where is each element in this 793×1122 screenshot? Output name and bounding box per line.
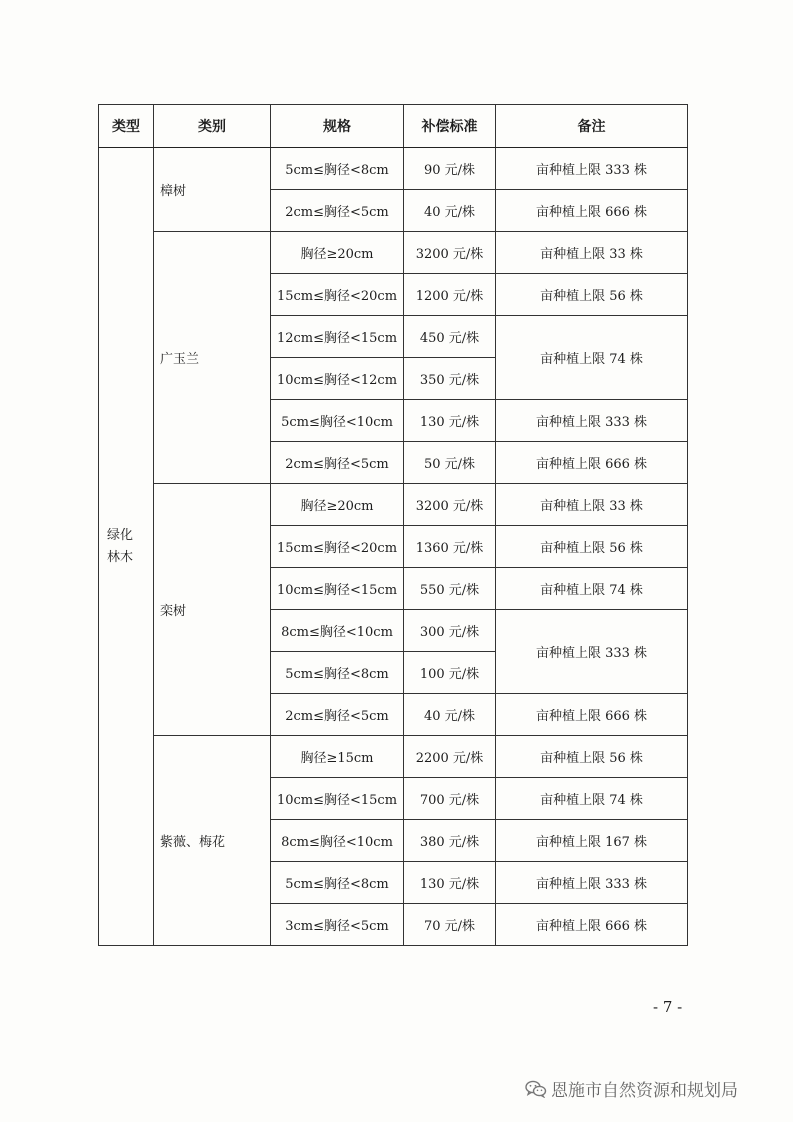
category-cell: 广玉兰 xyxy=(154,232,271,484)
spec-cell: 胸径≥20cm xyxy=(271,232,404,274)
spec-cell: 5cm≤胸径<8cm xyxy=(271,652,404,694)
header-price: 补偿标准 xyxy=(404,105,496,148)
price-cell: 50 元/株 xyxy=(404,442,496,484)
spec-cell: 5cm≤胸径<8cm xyxy=(271,148,404,190)
price-cell: 70 元/株 xyxy=(404,904,496,946)
spec-cell: 12cm≤胸径<15cm xyxy=(271,316,404,358)
type-cell: 绿化 林木 xyxy=(99,148,154,946)
note-cell: 亩种植上限 74 株 xyxy=(496,778,688,820)
wechat-icon xyxy=(525,1080,547,1098)
header-spec: 规格 xyxy=(271,105,404,148)
spec-cell: 15cm≤胸径<20cm xyxy=(271,274,404,316)
price-cell: 550 元/株 xyxy=(404,568,496,610)
header-category: 类别 xyxy=(154,105,271,148)
spec-cell: 5cm≤胸径<8cm xyxy=(271,862,404,904)
price-cell: 450 元/株 xyxy=(404,316,496,358)
note-cell: 亩种植上限 666 株 xyxy=(496,904,688,946)
note-cell: 亩种植上限 333 株 xyxy=(496,148,688,190)
header-type: 类型 xyxy=(99,105,154,148)
price-cell: 1360 元/株 xyxy=(404,526,496,568)
price-cell: 3200 元/株 xyxy=(404,232,496,274)
note-cell: 亩种植上限 333 株 xyxy=(496,610,688,694)
note-cell: 亩种植上限 33 株 xyxy=(496,232,688,274)
price-cell: 90 元/株 xyxy=(404,148,496,190)
category-cell: 樟树 xyxy=(154,148,271,232)
spec-cell: 2cm≤胸径<5cm xyxy=(271,694,404,736)
price-cell: 350 元/株 xyxy=(404,358,496,400)
category-cell: 栾树 xyxy=(154,484,271,736)
note-cell: 亩种植上限 666 株 xyxy=(496,442,688,484)
note-cell: 亩种植上限 333 株 xyxy=(496,862,688,904)
price-cell: 1200 元/株 xyxy=(404,274,496,316)
price-cell: 700 元/株 xyxy=(404,778,496,820)
spec-cell: 8cm≤胸径<10cm xyxy=(271,820,404,862)
price-cell: 130 元/株 xyxy=(404,862,496,904)
spec-cell: 2cm≤胸径<5cm xyxy=(271,442,404,484)
spec-cell: 2cm≤胸径<5cm xyxy=(271,190,404,232)
price-cell: 40 元/株 xyxy=(404,190,496,232)
price-cell: 100 元/株 xyxy=(404,652,496,694)
note-cell: 亩种植上限 74 株 xyxy=(496,316,688,400)
spec-cell: 3cm≤胸径<5cm xyxy=(271,904,404,946)
price-cell: 3200 元/株 xyxy=(404,484,496,526)
watermark-text: 恩施市自然资源和规划局 xyxy=(551,1081,738,1101)
table-header-row xyxy=(99,105,688,148)
spec-cell: 5cm≤胸径<10cm xyxy=(271,400,404,442)
note-cell: 亩种植上限 74 株 xyxy=(496,568,688,610)
category-cell: 紫薇、梅花 xyxy=(154,736,271,946)
table-row xyxy=(99,148,688,190)
spec-cell: 10cm≤胸径<15cm xyxy=(271,778,404,820)
spec-cell: 10cm≤胸径<15cm xyxy=(271,568,404,610)
header-note: 备注 xyxy=(496,105,688,148)
table-row xyxy=(99,484,688,526)
note-cell: 亩种植上限 666 株 xyxy=(496,694,688,736)
note-cell: 亩种植上限 167 株 xyxy=(496,820,688,862)
spec-cell: 15cm≤胸径<20cm xyxy=(271,526,404,568)
table-row xyxy=(99,232,688,274)
spec-cell: 胸径≥15cm xyxy=(271,736,404,778)
spec-cell: 8cm≤胸径<10cm xyxy=(271,610,404,652)
note-cell: 亩种植上限 56 株 xyxy=(496,526,688,568)
note-cell: 亩种植上限 56 株 xyxy=(496,736,688,778)
note-cell: 亩种植上限 333 株 xyxy=(496,400,688,442)
table-row xyxy=(99,736,688,778)
note-cell: 亩种植上限 33 株 xyxy=(496,484,688,526)
page-number: - 7 - xyxy=(653,998,683,1016)
note-cell: 亩种植上限 56 株 xyxy=(496,274,688,316)
compensation-table xyxy=(98,104,688,946)
price-cell: 380 元/株 xyxy=(404,820,496,862)
note-cell: 亩种植上限 666 株 xyxy=(496,190,688,232)
price-cell: 130 元/株 xyxy=(404,400,496,442)
price-cell: 40 元/株 xyxy=(404,694,496,736)
watermark xyxy=(525,1076,738,1101)
price-cell: 2200 元/株 xyxy=(404,736,496,778)
spec-cell: 10cm≤胸径<12cm xyxy=(271,358,404,400)
spec-cell: 胸径≥20cm xyxy=(271,484,404,526)
price-cell: 300 元/株 xyxy=(404,610,496,652)
